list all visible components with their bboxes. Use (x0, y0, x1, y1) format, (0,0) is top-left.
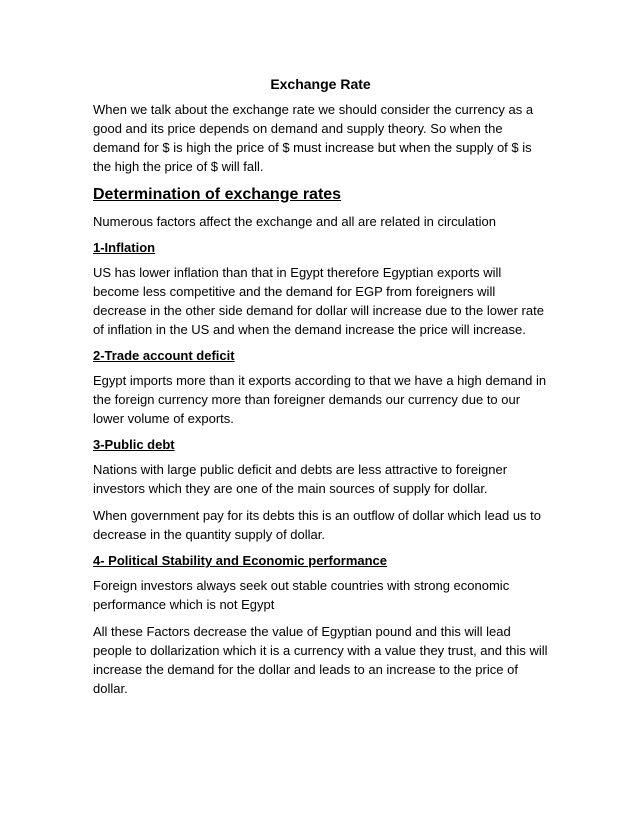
section-intro-paragraph: Numerous factors affect the exchange and all are related in circulation (93, 214, 496, 229)
public-debt-paragraph-2: When government pay for its debts this is an outflow of dollar which lead us to decrease in the quantity supply of dollar. (93, 508, 542, 542)
political-stability-paragraph-1: Foreign investors always seek out stable countries with strong economic performance which is not Egypt (93, 578, 510, 612)
public-debt-heading: 3-Public debt (93, 437, 175, 452)
document-page (93, 75, 548, 706)
public-debt-paragraph-1: Nations with large public deficit and debts are less attractive to foreigner investors which they are one of the main sources of supply for dollar. (93, 462, 508, 496)
conclusion-paragraph: All these Factors decrease the value of Egyptian pound and this will lead people to dollarization which it is a currency with a value they trust, and this will increase the demand for the dollar and leads to an increase to the price of dollar. (93, 624, 548, 696)
trade-deficit-heading: 2-Trade account deficit (93, 348, 235, 363)
document-title: Exchange Rate (270, 76, 371, 92)
political-stability-heading: 4- Political Stability and Economic performance (93, 553, 388, 568)
inflation-heading: 1-Inflation (93, 240, 156, 255)
section-heading: Determination of exchange rates (93, 186, 342, 203)
inflation-paragraph: US has lower inflation than that in Egypt therefore Egyptian exports will become less competitive and the demand for EGP from foreigners will decrease in the other side demand for dollar will increase due to the lower rate of inflation in the US and when the demand increase the price will increase. (93, 265, 544, 337)
trade-deficit-paragraph: Egypt imports more than it exports according to that we have a high demand in the foreign currency more than foreigner demands our currency due to our lower volume of exports. (93, 373, 547, 426)
intro-paragraph: When we talk about the exchange rate we should consider the currency as a good and its price depends on demand and supply theory. So when the demand for $ is high the price of $ must increase but when the supply of $ is the high the price of $ will fall. (93, 102, 534, 174)
